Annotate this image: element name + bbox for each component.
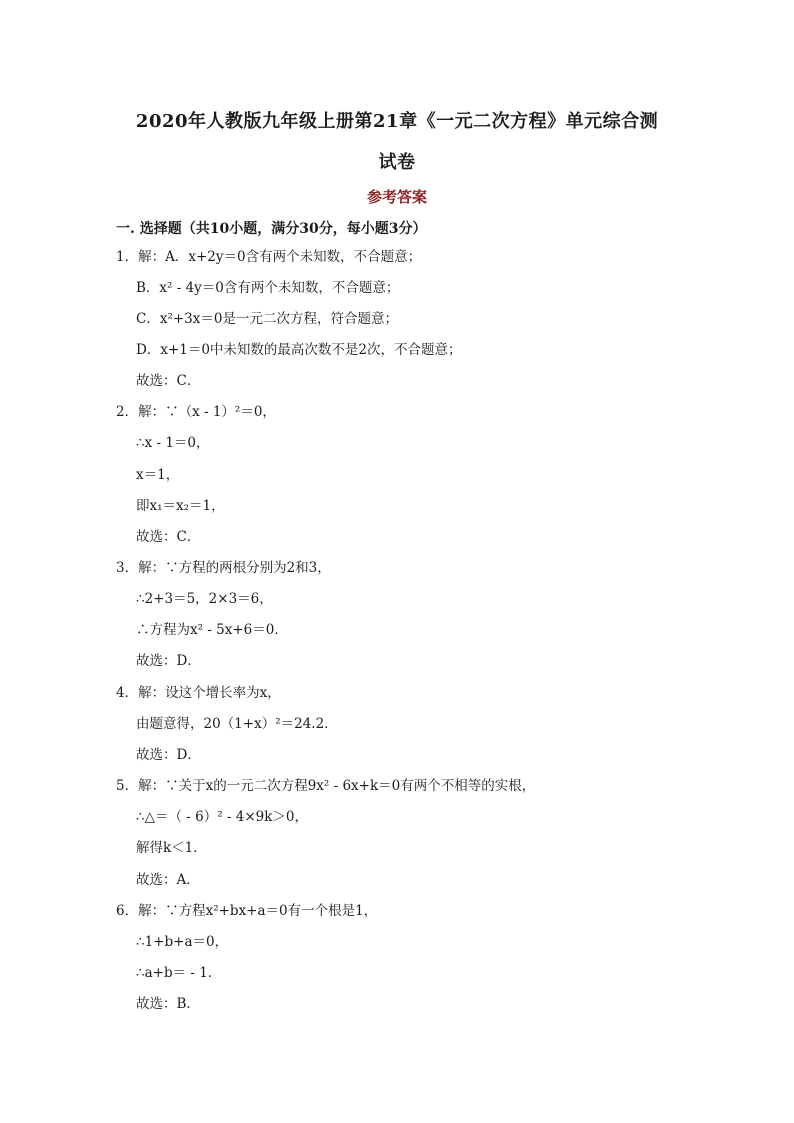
answer-key-heading: 参考答案 [366,188,427,206]
solution-line: 故选：D． [136,653,201,669]
section-heading: 一. 选择题（共10小题，满分30分，每小题3分） [116,221,427,237]
solution-line: 故选：D． [136,747,201,763]
solution-line: ∴a+b＝ - 1． [136,965,222,981]
solution-line: 1．解：A．x+2y＝0含有两个未知数，不合题意； [116,249,422,265]
solution-line: 4．解：设这个增长率为x， [116,685,281,701]
solution-line: 解得k＜1． [136,840,207,856]
document-title-line-1: 2020年人教版九年级上册第21章《一元二次方程》单元综合测 [135,111,659,132]
solution-line: 2．解：∵（x - 1）²＝0， [116,404,276,420]
solution-line: D．x+1＝0中未知数的最高次数不是2次，不合题意； [136,342,462,358]
solution-line: B．x² - 4y＝0含有两个未知数，不合题意； [136,280,400,296]
solution-line: 故选：C． [136,373,201,389]
solution-line: C．x²+3x＝0是一元二次方程，符合题意； [136,311,398,327]
solution-line: 故选：A． [136,872,200,888]
solution-line: 6．解：∵方程x²+bx+a＝0有一个根是1， [116,903,378,919]
document-title-line-2: 试卷 [378,152,416,173]
solution-line: 5．解：∵关于x的一元二次方程9x² - 6x+k＝0有两个不相等的实根， [116,778,536,794]
solution-line: ∴方程为x² - 5x+6＝0． [136,622,288,638]
solution-line: ∴△＝（ - 6）² - 4×9k＞0， [136,809,309,825]
solution-line: ∴1+b+a＝0， [136,934,229,950]
solution-line: ∴x - 1＝0， [136,435,210,451]
solution-line: 即x₁＝x₂＝1， [136,498,225,514]
solution-line: 3．解：∵方程的两根分别为2和3， [116,560,331,576]
solution-line: 故选：C． [136,529,201,545]
solution-line: 由题意得，20（1+x）²＝24.2． [136,716,338,732]
solution-line: 故选：B． [136,996,200,1012]
solution-line: ∴2+3＝5，2×3＝6， [136,591,273,607]
solution-line: x＝1， [136,467,180,483]
